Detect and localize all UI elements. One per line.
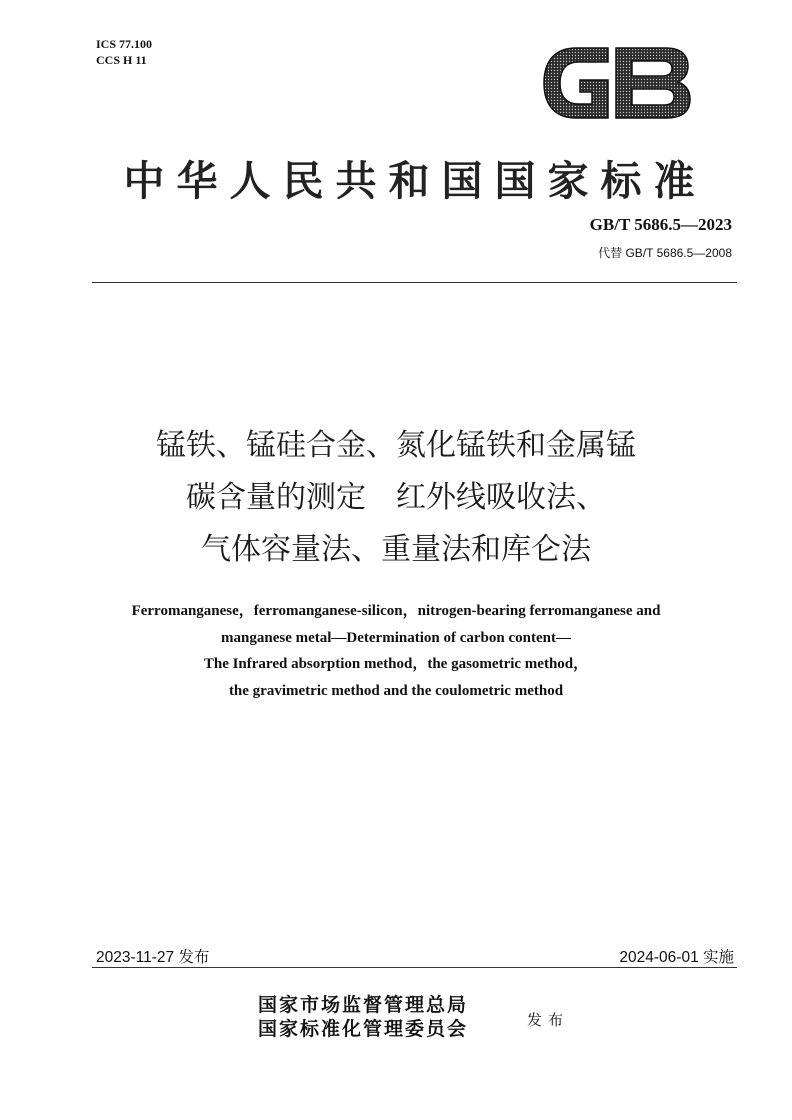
- english-title-line-4: the gravimetric method and the coulometric method: [228, 682, 564, 699]
- english-title: [60, 598, 732, 704]
- publish-label: 发布: [527, 1011, 570, 1029]
- issuer-sac: 国家标准化管理委员会: [258, 1018, 469, 1040]
- ccs-code: CCS H 11: [96, 53, 147, 67]
- ics-code: ICS 77.100: [96, 37, 153, 51]
- chinese-title-line-1: 锰铁、锰硅合金、氮化锰铁和金属锰: [156, 428, 636, 463]
- replaced-standard: 代替 GB/T 5686.5—2008: [598, 246, 732, 260]
- chinese-title: [60, 420, 732, 576]
- english-title-line-2: manganese metal—Determination of carbon content—: [221, 629, 571, 646]
- national-standard-title: 中华人民共和国国家标准: [123, 157, 707, 205]
- chinese-title-line-3: 气体容量法、重量法和库仑法: [201, 532, 591, 567]
- english-title-line-1: Ferromanganese，ferromanganese-silicon，nitrogen-bearing ferromanganese and: [131, 603, 661, 619]
- standard-number: GB/T 5686.5—2023: [589, 215, 732, 234]
- issue-date: 2023-11-27 发布: [96, 949, 210, 966]
- issuer-samr: 国家市场监督管理总局: [258, 994, 469, 1016]
- gb-logo-icon: [538, 42, 694, 124]
- chinese-title-line-2: 碳含量的测定 红外线吸收法、: [186, 480, 606, 515]
- top-divider: [92, 282, 737, 283]
- implementation-date: 2024-06-01 实施: [619, 949, 734, 966]
- english-title-line-3: The Infrared absorption method，the gasometric method，: [203, 656, 589, 672]
- classification-codes: [96, 36, 152, 68]
- issuing-authorities: [258, 993, 468, 1041]
- bottom-divider: [92, 967, 737, 968]
